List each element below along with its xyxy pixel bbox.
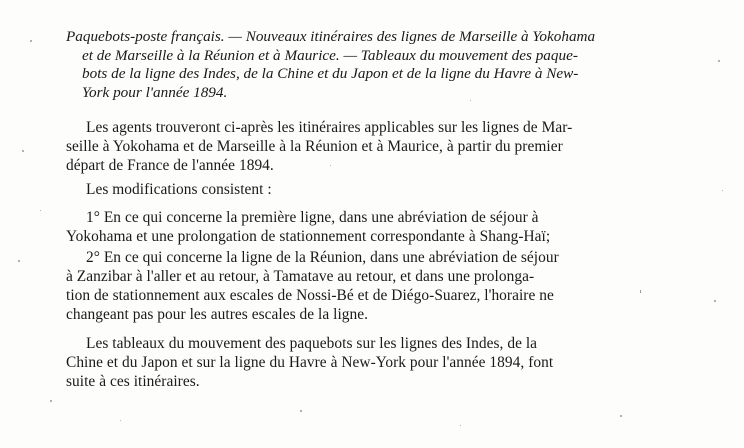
scan-speck — [714, 300, 716, 302]
scan-speck — [120, 420, 121, 421]
scan-speck — [50, 400, 52, 402]
text-line: 1° En ce qui concerne la première ligne, dans une abréviation de séjour à — [86, 209, 539, 226]
text-line: changeant pas pour les autres escales de la ligne. — [66, 306, 369, 323]
text-line: départ de France de l'année 1894. — [66, 157, 274, 174]
intro-paragraph — [66, 118, 706, 175]
scan-speck — [640, 290, 641, 293]
text-line: suite à ces itinéraires. — [66, 373, 200, 390]
scan-speck — [722, 190, 723, 191]
text-line: 2° En ce qui concerne la ligne de la Réunion, dans une abréviation de séjour — [86, 249, 559, 266]
scan-speck — [300, 410, 302, 412]
modifications-intro — [66, 180, 706, 199]
text-line: Les agents trouveront ci-après les itinéraires applicables sur les lignes de Mar- — [86, 119, 573, 136]
scan-speck — [470, 100, 471, 101]
scan-speck — [22, 150, 24, 152]
scan-speck — [40, 210, 41, 211]
closing-paragraph — [66, 334, 706, 391]
scan-speck — [718, 60, 720, 62]
text-line: à Zanzibar à l'aller et au retour, à Tamatave au retour, et dans une prolonga- — [66, 268, 535, 285]
text-line: Les modifications consistent : — [86, 181, 272, 198]
modification-item-2 — [66, 248, 706, 324]
heading-line: bots de la ligne des Indes, de la Chine et du Japon et de la ligne du Havre à New- — [82, 65, 579, 83]
heading-line: York pour l'année 1894. — [82, 83, 228, 101]
heading-line: Paquebots-poste français. — Nouveaux itinéraires des lignes de Marseille à Yokohama — [66, 28, 596, 45]
modification-item-1 — [66, 208, 706, 246]
heading-paragraph — [66, 28, 712, 102]
scan-speck — [18, 260, 20, 262]
heading-line: et de Marseille à la Réunion et à Maurice. — Tableaux du mouvement des paque- — [82, 46, 578, 64]
scan-speck — [330, 165, 331, 166]
scan-speck — [460, 425, 461, 426]
scan-speck — [30, 40, 32, 42]
text-line: seille à Yokohama et de Marseille à la Réunion et à Maurice, à partir du premier — [66, 138, 563, 155]
text-line: Les tableaux du mouvement des paquebots sur les lignes des Indes, de la — [86, 335, 538, 352]
scan-speck — [620, 415, 622, 417]
text-line: tion de stationnement aux escales de Nossi-Bé et de Diégo-Suarez, l'horaire ne — [66, 287, 554, 304]
text-line: Yokohama et une prolongation de stationnement correspondante à Shang-Haï; — [66, 228, 551, 245]
text-line: Chine et du Japon et sur la ligne du Havre à New-York pour l'année 1894, font — [66, 354, 554, 371]
